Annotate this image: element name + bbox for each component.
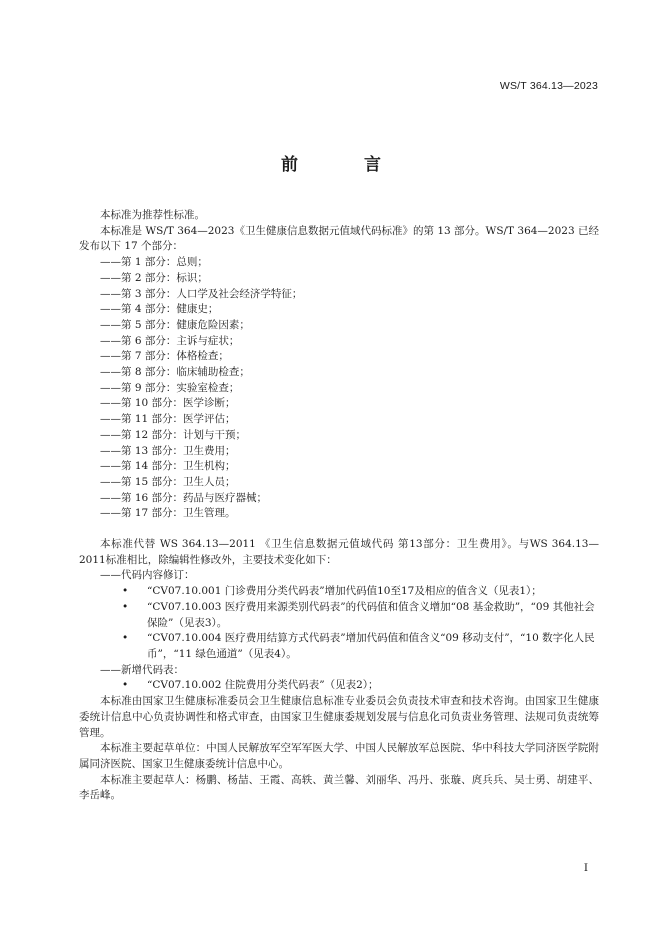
- parts-list: [79, 255, 599, 522]
- drafters-paragraph: 本标准主要起草人：杨鹏、杨喆、王霞、高轶、黄兰馨、刘丽华、冯丹、张璇、庹兵兵、吴士勇、胡建平、李岳峰。: [79, 773, 599, 802]
- revised-item-text: “CV07.10.003 医疗费用来源类别代码表”的代码值和值含义增加“08 基金救助”，“09 其他社会保险”（见表3）。: [147, 600, 595, 629]
- revised-item-text: “CV07.10.001 门诊费用分类代码表”增加代码值10至17及相应的值含义（见表1）；: [147, 585, 542, 598]
- part-item: ——第 15 部分：卫生人员；: [100, 475, 236, 488]
- page-number: I: [583, 862, 588, 874]
- part-item: ——第 7 部分：体格检查；: [100, 350, 229, 363]
- part-item: ——第 3 部分：人口学及社会经济学特征；: [100, 287, 303, 300]
- part-item: ——第 13 部分：卫生费用；: [100, 444, 236, 457]
- revised-item-text: “CV07.10.004 医疗费用结算方式代码表”增加代码值和值含义“09 移动支付”，“10 数字化人民币”，“11 绿色通道”（见表4）。: [147, 632, 595, 660]
- part-item: ——第 16 部分：药品与医疗器械；: [100, 491, 268, 504]
- document-body: [79, 208, 599, 804]
- part-item: ——第 2 部分：标识；: [100, 271, 208, 284]
- added-item: [79, 678, 599, 694]
- part-item: ——第 1 部分：总则；: [100, 256, 208, 269]
- responsibility-paragraph: 本标准由国家卫生健康标准委员会卫生健康信息标准专业委员会负责技术审查和技术咨询。由国家卫生健康委统计信息中心负责协调性和格式审查，由国家卫生健康委规划发展与信息化司负责业务管理、法规司负责统筹管理。: [79, 695, 599, 739]
- part-item: ——第 4 部分：健康史；: [100, 303, 219, 316]
- part-item: ——第 5 部分：健康危险因素；: [100, 318, 250, 331]
- bullet-icon: •: [122, 585, 129, 598]
- revised-item: [79, 584, 599, 600]
- part-item: ——第 17 部分：卫生管理。: [100, 507, 236, 520]
- part-item: ——第 10 部分：医学诊断；: [100, 397, 236, 410]
- bullet-icon: •: [122, 600, 129, 613]
- added-heading: ——新增代码表：: [100, 663, 184, 676]
- added-item-text: “CV07.10.002 住院费用分类代码表”（见表2）；: [147, 679, 379, 692]
- bullet-icon: •: [122, 632, 129, 645]
- revised-item: [79, 631, 599, 662]
- document-code: WS/T 364.13—2023: [499, 80, 598, 92]
- part-item: ——第 12 部分：计划与干预；: [100, 428, 247, 441]
- revised-item: [79, 600, 599, 631]
- revised-heading: ——代码内容修订：: [100, 569, 195, 582]
- part-item: ——第 8 部分：临床辅助检查；: [100, 366, 250, 379]
- intro-paragraph: 本标准为推荐性标准。: [100, 209, 205, 221]
- intro-paragraph: 本标准是 WS/T 364—2023《卫生健康信息数据元值域代码标准》的第 13 部分。WS/T 364—2023 已经发布以下 17 个部分：: [79, 224, 599, 253]
- bullet-icon: •: [122, 679, 129, 692]
- part-item: ——第 14 部分：卫生机构；: [100, 460, 236, 473]
- replacement-paragraph: 本标准代替 WS 364.13—2011 《卫生信息数据元值域代码 第13部分：卫生费用》。与WS 364.13—2011标准相比，除编辑性修改外，主要技术变化如下：: [79, 538, 599, 566]
- drafting-units-paragraph: 本标准主要起草单位：中国人民解放军空军军医大学、中国人民解放军总医院、华中科技大学同济医学院附属同济医院、国家卫生健康委统计信息中心。: [79, 742, 599, 770]
- part-item: ——第 6 部分：主诉与症状；: [100, 334, 240, 347]
- part-item: ——第 9 部分：实验室检查；: [100, 381, 240, 394]
- part-item: ——第 11 部分：医学评估；: [100, 413, 236, 426]
- page-title: 前 言: [281, 155, 411, 175]
